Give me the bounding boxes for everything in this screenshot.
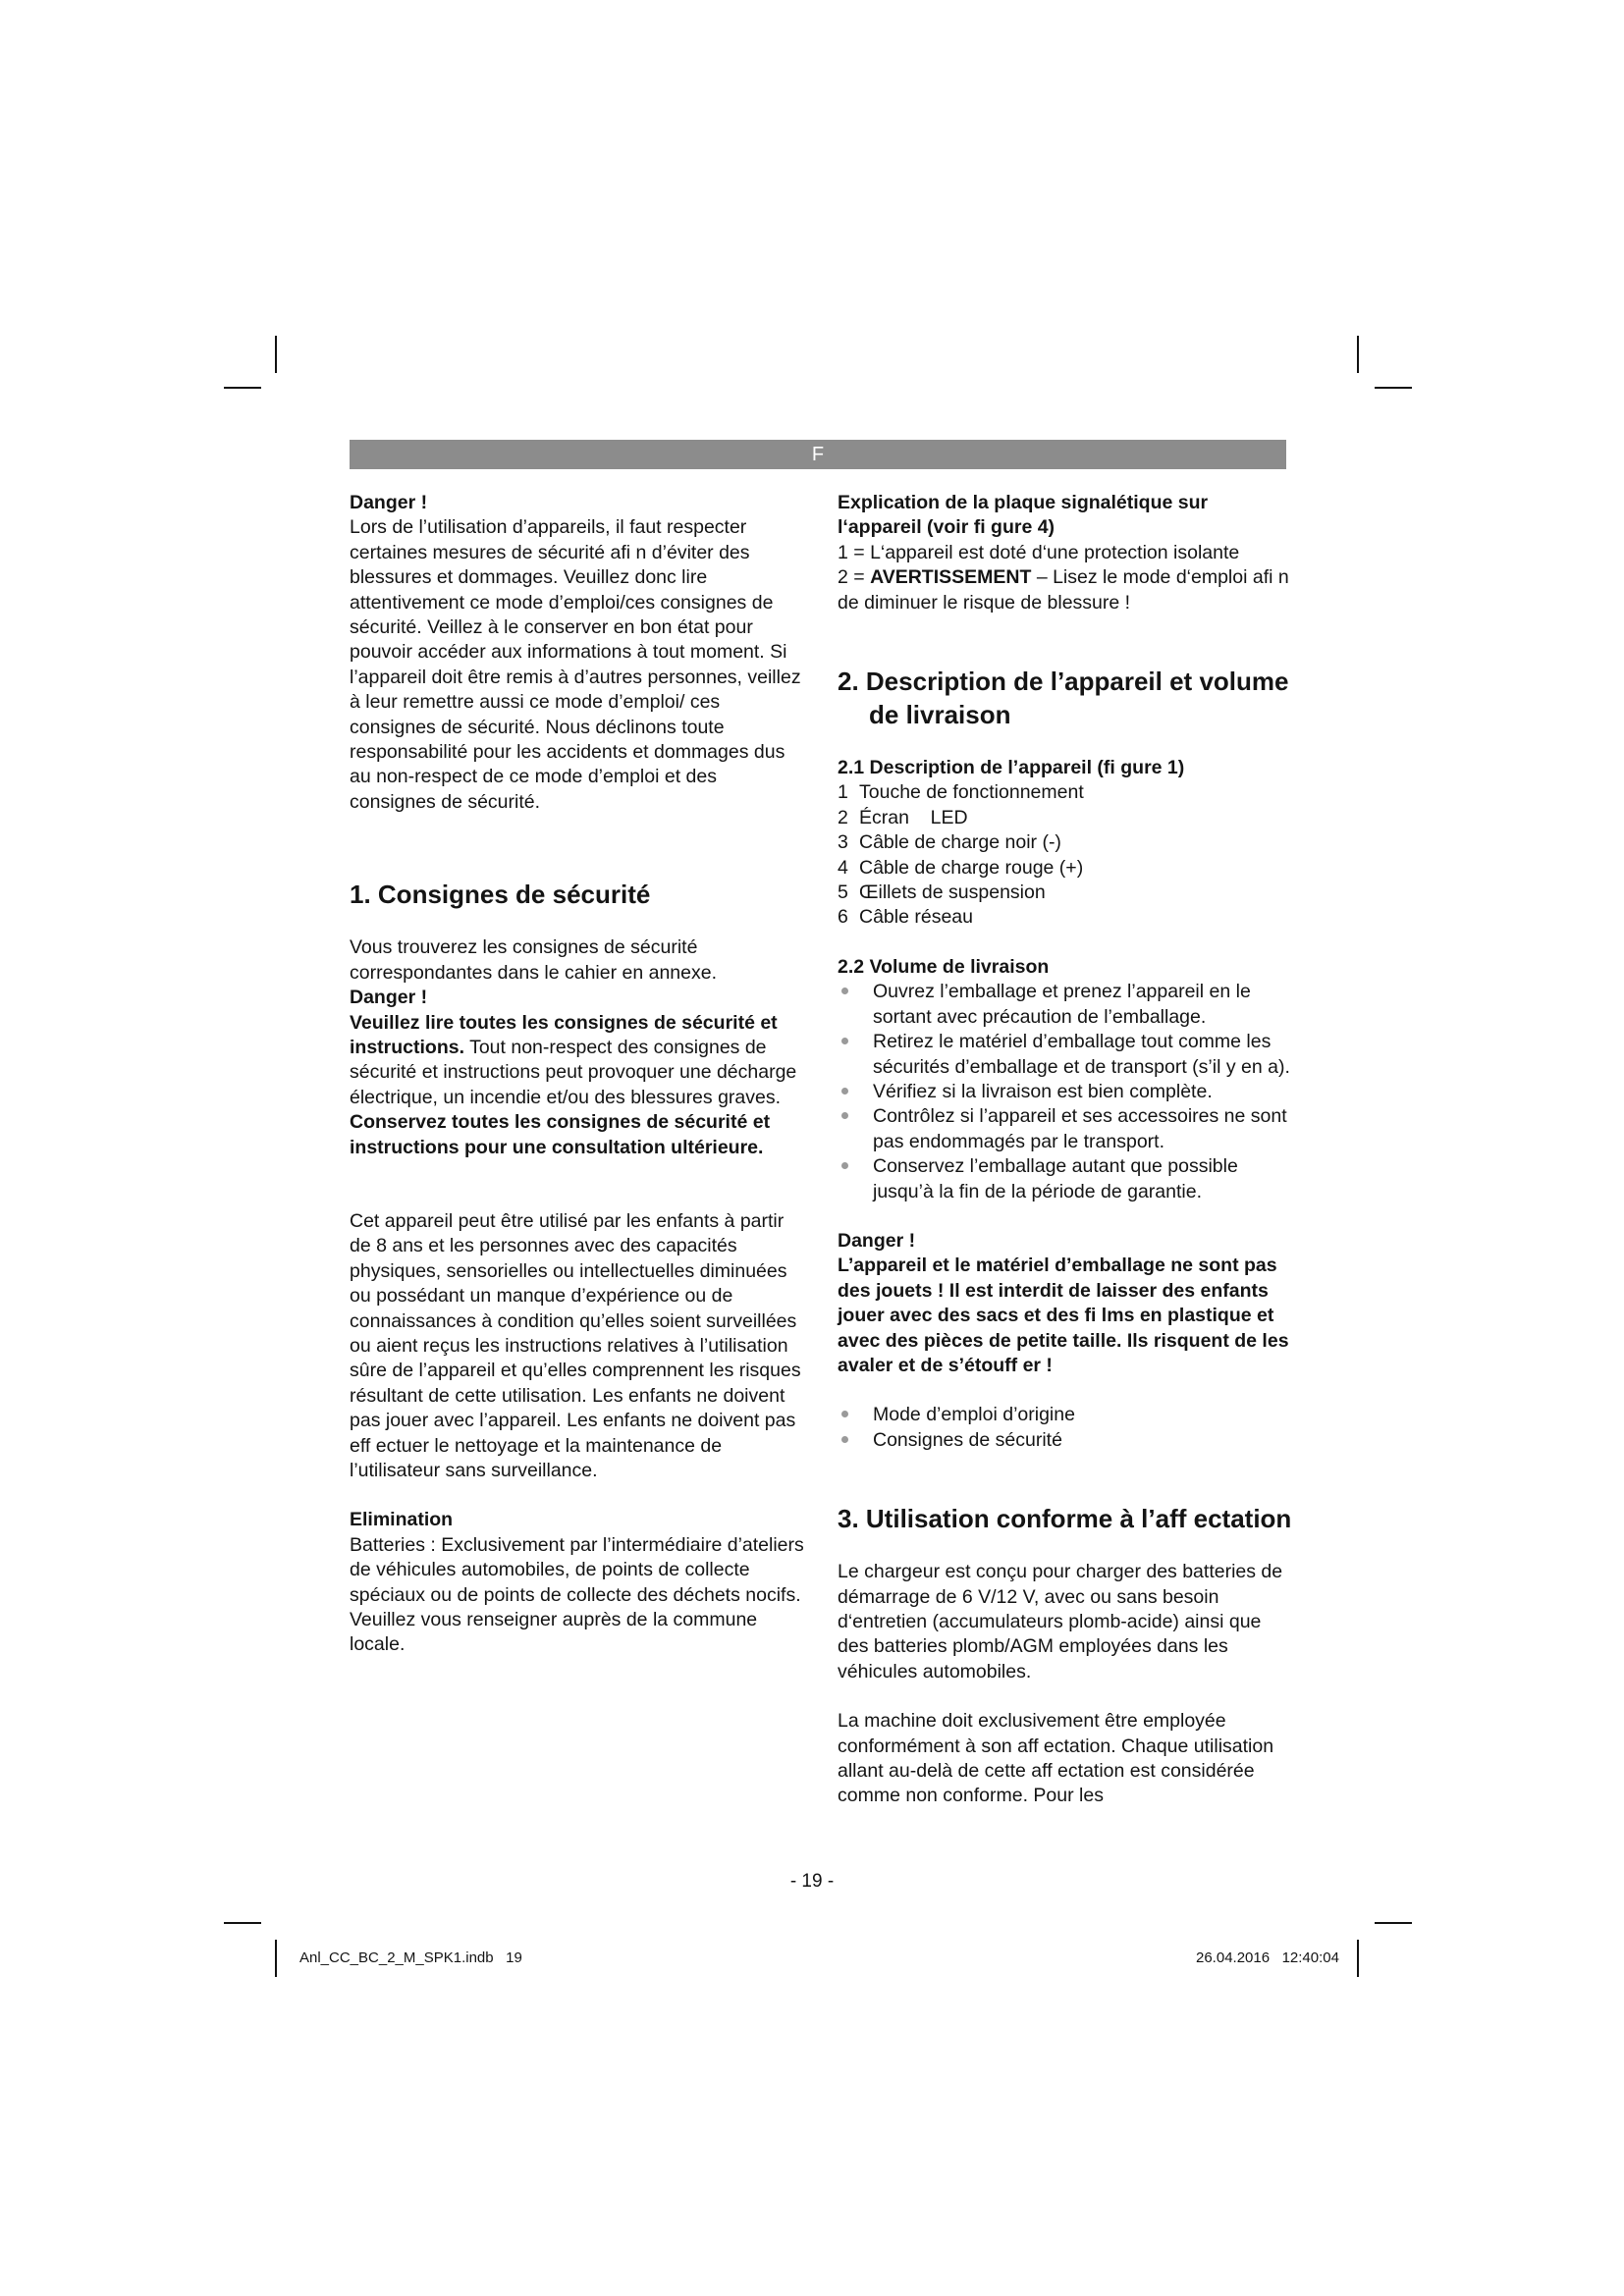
plate-title: Explication de la plaque signalétique sur l‘appareil (voir fi gure 4) — [838, 492, 1209, 539]
item-text: Mode d’emploi d’origine — [873, 1404, 1075, 1426]
section3-text1: Le chargeur est conçu pour charger des batteries de démarrage de 6 V/12 V, avec ou sans besoin d‘entretien (accumulateurs plomb-acide) ainsi que des batteries plomb/AGM employées dans les véhicules automobiles. — [838, 1561, 1283, 1682]
item-label: Touche de fonctionnement — [859, 781, 1084, 804]
section1-danger-label: Danger ! — [350, 987, 428, 1009]
item-number: 5 — [838, 881, 848, 904]
sub21-title: 2.1 Description de l’appareil (fi gure 1) — [838, 757, 1185, 779]
section1-keep: Conservez toutes les consignes de sécurité et instructions pour une consultation ultérieure. — [350, 1111, 771, 1158]
elimination-title: Elimination — [350, 1509, 454, 1531]
item-text: Contrôlez si l’appareil et ses accessoires ne sont pas endommagés par le transport. — [873, 1105, 1287, 1152]
parts-list — [838, 780, 1295, 930]
section1-text: Vous trouverez les consignes de sécurité correspondantes dans le cahier en annexe. — [350, 936, 718, 984]
item-number: 2 — [838, 806, 848, 828]
section2-title: 2. Description de l’appareil et volume de livraison — [838, 667, 1289, 730]
left-column — [350, 491, 807, 1658]
language-code: F — [811, 444, 825, 465]
section1-warning — [350, 1011, 807, 1111]
list-item — [838, 1403, 1295, 1427]
item-number: 3 — [838, 831, 848, 854]
crop-mark — [1357, 336, 1359, 373]
list-item — [838, 856, 1295, 881]
item-label: Écran LED — [859, 806, 968, 828]
section3-title: 3. Utilisation conforme à l’aff ectation — [838, 1504, 1292, 1534]
item-number: 6 — [838, 906, 848, 929]
sub22-title: 2.2 Volume de livraison — [838, 955, 1050, 978]
list-item — [838, 980, 1295, 1030]
bullet-icon — [841, 1112, 848, 1119]
bullet-icon — [841, 1411, 848, 1417]
right-column — [838, 491, 1295, 1809]
list-item — [838, 830, 1295, 855]
section1-rest: Tout non-respect des consignes de sécurité et instructions peut provoquer une décharge électrique, un incendie et/ou des blessures graves. — [350, 1036, 797, 1108]
item-label: Câble réseau — [859, 906, 973, 929]
print-timestamp: 26.04.2016 12:40:04 — [1196, 1949, 1339, 1966]
crop-mark — [224, 387, 261, 389]
list-item — [838, 905, 1295, 930]
item-label: Œillets de suspension — [859, 881, 1046, 904]
intro-danger-label: Danger ! — [350, 492, 428, 513]
list-item — [838, 1080, 1295, 1104]
page-number: - 19 - — [789, 1871, 835, 1892]
item-text: Vérifiez si la livraison est bien complète. — [873, 1080, 1213, 1102]
bullet-icon — [841, 1088, 848, 1095]
elimination-text: Batteries : Exclusivement par l’intermédiaire d’ateliers de véhicules automobiles, de points de collecte spéciaux ou de points de collecte des déchets nocifs. Veuillez vous renseigner auprès de la commune locale. — [350, 1533, 804, 1656]
item-text: Consignes de sécurité — [873, 1428, 1062, 1451]
plate-line2-bold: AVERTISSEMENT — [870, 566, 1032, 589]
children-text: Cet appareil peut être utilisé par les enfants à partir de 8 ans et les personnes avec des capacités physiques, sensorielles ou intellectuelles diminuées ou possédant un manque d’expérience ou de connaissances à condition qu’elles soient surveillées ou aient reçus les instructions relatives à l’utilisation sûre de l’appareil et qu’elles comprennent les risques résultant de cette utilisation. Les enfants ne doivent pas jouer avec l’appareil. Les enfants ne doivent pas eff ectuer le nettoyage et la maintenance de l’utilisateur sans surveillance. — [350, 1209, 801, 1481]
item-number: 1 — [838, 781, 848, 804]
list-item — [838, 806, 1295, 830]
plate-line2-rest: – Lisez le mode d‘emploi afi n de diminuer le risque de blessure ! — [838, 566, 1289, 614]
crop-mark — [1375, 1922, 1412, 1924]
language-header-bar — [350, 440, 1286, 469]
item-label: Câble de charge rouge (+) — [859, 856, 1084, 879]
section1-title: 1. Consignes de sécurité — [350, 880, 651, 910]
crop-mark — [275, 1940, 277, 1977]
item-label: Câble de charge noir (-) — [859, 831, 1061, 854]
docs-list — [838, 1403, 1295, 1453]
crop-mark — [275, 336, 277, 373]
list-item — [838, 780, 1295, 805]
list-item — [838, 1030, 1295, 1080]
item-text: Retirez le matériel d’emballage tout comme les sécurités d’emballage et de transport (s’il y en a). — [873, 1031, 1290, 1078]
item-text: Ouvrez l’emballage et prenez l’appareil en le sortant avec précaution de l’emballage. — [873, 981, 1251, 1028]
plate-line2 — [838, 565, 1295, 615]
plate-line2-prefix: 2 = — [838, 566, 871, 589]
list-item — [838, 1428, 1295, 1453]
item-number: 4 — [838, 856, 848, 879]
section3-text2: La machine doit exclusivement être employée conformément à son aff ectation. Chaque utilisation allant au-delà de cette aff ectation est considérée comme non conforme. Pour les — [838, 1710, 1274, 1807]
crop-mark — [224, 1922, 261, 1924]
crop-mark — [1375, 387, 1412, 389]
list-item — [838, 1154, 1295, 1204]
list-item — [838, 881, 1295, 905]
danger2-text: L’appareil et le matériel d’emballage ne sont pas des jouets ! Il est interdit de laisser des enfants jouer avec des sacs et des fi lms en plastique et avec des pièces de petite taille. Ils risquent de les avaler et de s’étouff er ! — [838, 1255, 1289, 1376]
bullet-icon — [841, 988, 848, 994]
intro-text: Lors de l’utilisation d’appareils, il faut respecter certaines mesures de sécurité afi n d’éviter des blessures et dommages. Veuillez donc lire attentivement ce mode d’emploi/ces consignes de sécurité. Veillez à le conserver en bon état pour pouvoir accéder aux informations à tout moment. Si l’appareil doit être remis à d’autres personnes, veillez à leur remettre aussi ce mode d’emploi/ ces consignes de sécurité. Nous déclinons toute responsabilité pour les accidents et dommages dus au non-respect de ce mode d’emploi et des consignes de sécurité. — [350, 516, 801, 813]
list-item — [838, 1104, 1295, 1154]
file-name: Anl_CC_BC_2_M_SPK1.indb 19 — [299, 1949, 522, 1966]
bullet-icon — [841, 1162, 848, 1169]
item-text: Conservez l’emballage autant que possible jusqu’à la fin de la période de garantie. — [873, 1155, 1238, 1202]
crop-mark — [1357, 1940, 1359, 1977]
section1-bold-lead: Veuillez lire toutes les consignes de sécurité et instructions. — [350, 1011, 778, 1058]
bullet-icon — [841, 1038, 848, 1044]
bullet-icon — [841, 1436, 848, 1443]
danger2-label: Danger ! — [838, 1229, 916, 1252]
plate-line1: 1 = L‘appareil est doté d‘une protection isolante — [838, 541, 1240, 563]
delivery-list — [838, 980, 1295, 1204]
